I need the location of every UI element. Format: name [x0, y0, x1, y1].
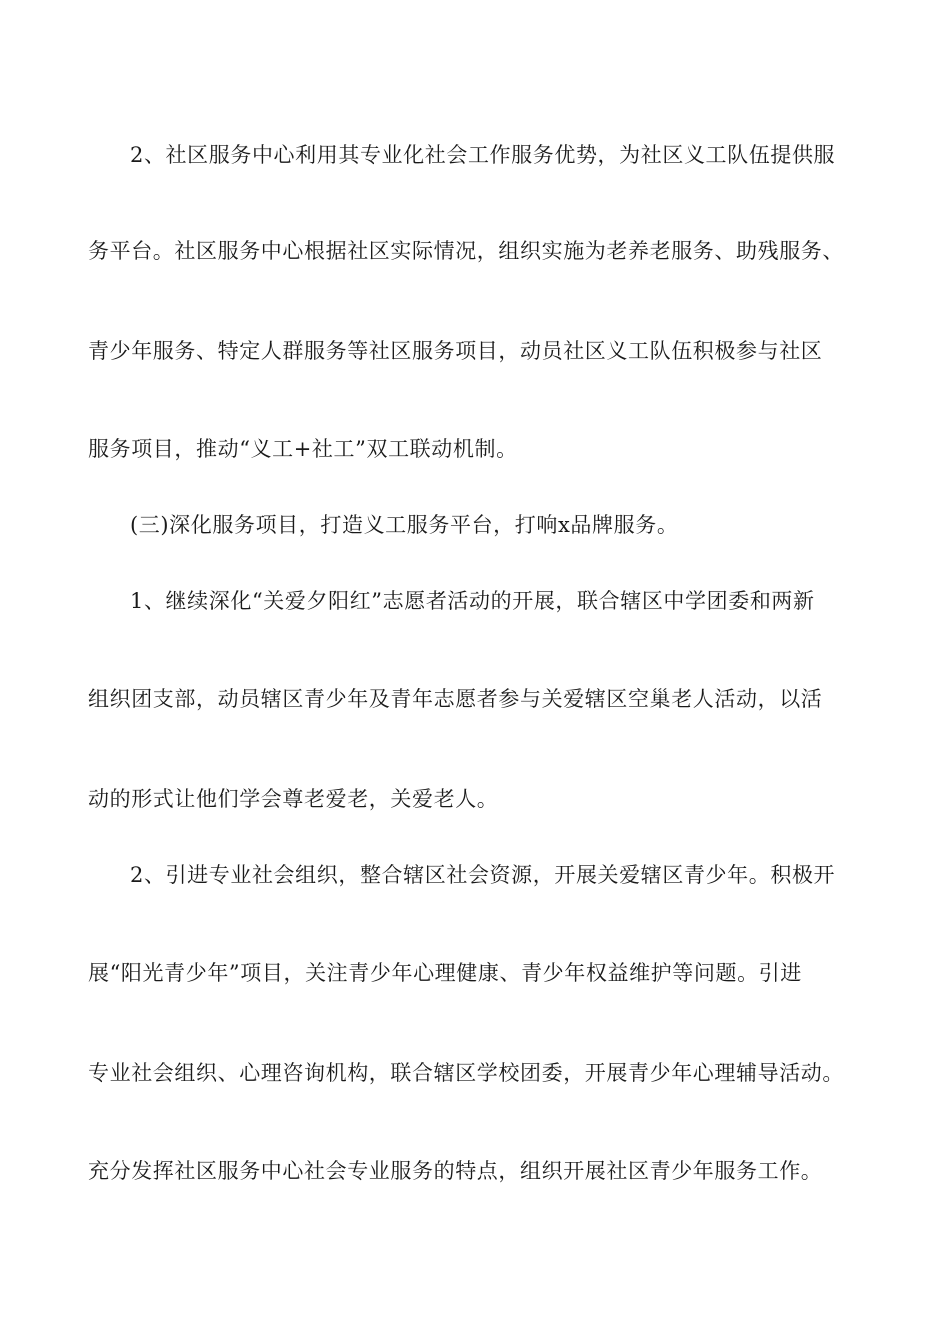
paragraph-2-line-4: 服务项目，推动“义工+社工”双工联动机制。: [88, 437, 518, 461]
paragraph-2-line-3: 青少年服务、特定人群服务等社区服务项目，动员社区义工队伍积极参与社区: [88, 339, 823, 363]
item-1-line-3: 动的形式让他们学会尊老爱老，关爱老人。: [88, 787, 499, 811]
item-1-line-2: 组织团支部，动员辖区青少年及青年志愿者参与关爱辖区空巢老人活动，以活: [88, 687, 823, 711]
item-2-line-1: 2、引进专业社会组织，整合辖区社会资源，开展关爱辖区青少年。积极开: [130, 863, 836, 887]
section-heading-3: (三)深化服务项目，打造义工服务平台，打响x品牌服务。: [130, 513, 679, 537]
item-2-line-4: 充分发挥社区服务中心社会专业服务的特点，组织开展社区青少年服务工作。: [88, 1159, 823, 1183]
item-2-line-2: 展“阳光青少年”项目，关注青少年心理健康、青少年权益维护等问题。引进: [88, 961, 802, 985]
item-1-line-1: 1、继续深化“关爱夕阳红”志愿者活动的开展，联合辖区中学团委和两新: [130, 589, 815, 613]
item-2-line-3: 专业社会组织、心理咨询机构，联合辖区学校团委，开展青少年心理辅导活动。: [88, 1061, 844, 1085]
paragraph-2-line-2: 务平台。社区服务中心根据社区实际情况，组织实施为老养老服务、助残服务、: [88, 239, 844, 263]
paragraph-2-line-1: 2、社区服务中心利用其专业化社会工作服务优势，为社区义工队伍提供服: [130, 143, 836, 167]
